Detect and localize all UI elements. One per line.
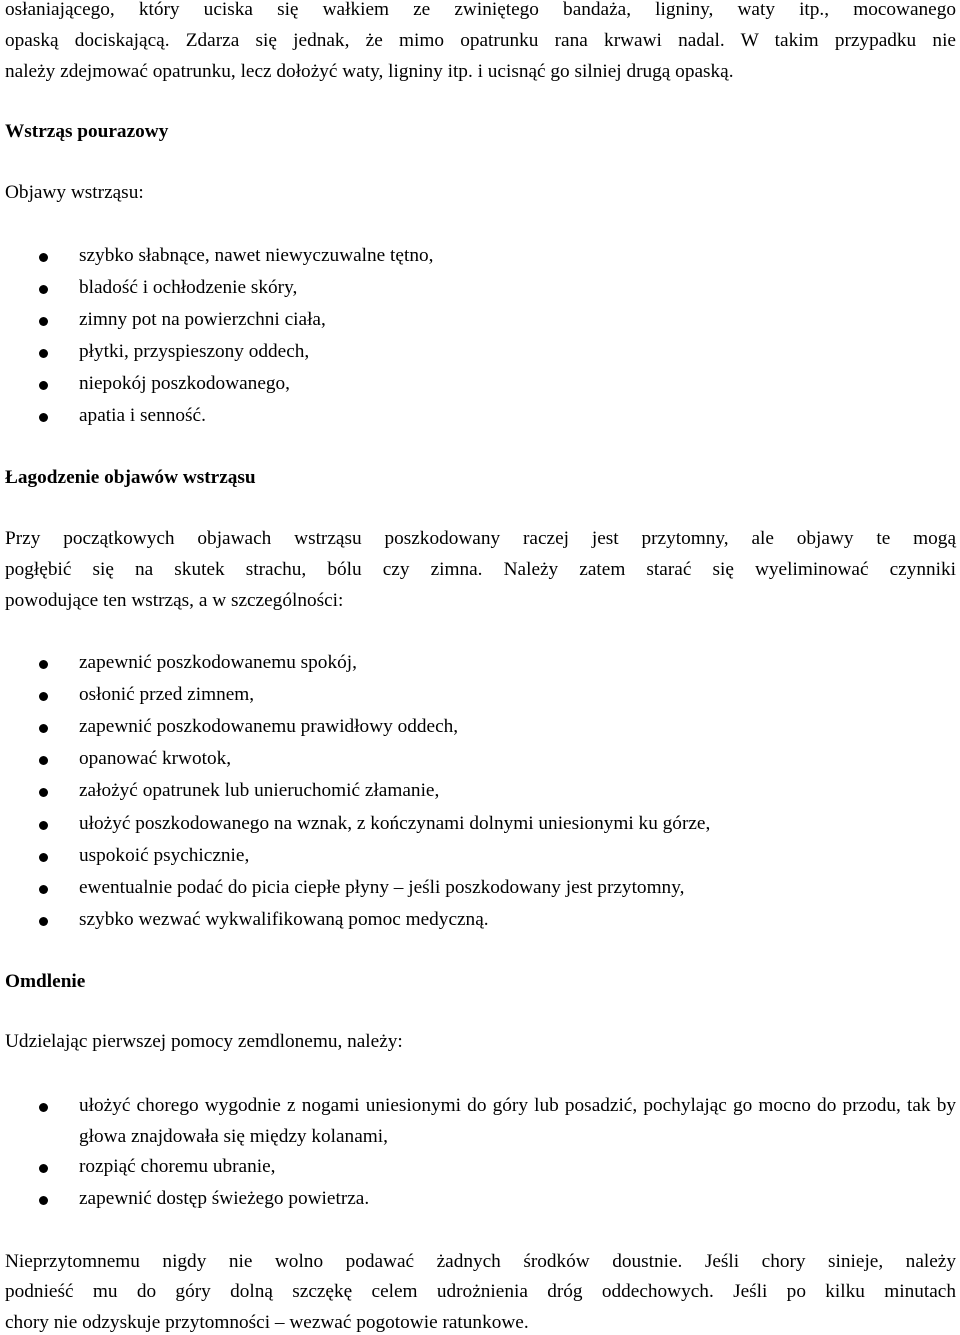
symptom-item: szybko słabnące, nawet niewyczuwalne tętno, — [79, 245, 434, 266]
bullet-icon — [39, 885, 48, 894]
fainting-action-item: rozpiąć choremu ubranie, — [79, 1156, 276, 1177]
shock-heading: Wstrząs pourazowy — [5, 121, 169, 142]
fainting-action-item: ułożyć chorego wygodnie z nogami uniesionymi do góry lub posadzić, pochylając go mocno do przodu, tak by głowa znajdowała się między kolanami, — [79, 1095, 956, 1147]
closing-line-3: chory nie odzyskuje przytomności – wezwać pogotowie ratunkowe. — [5, 1312, 529, 1333]
bullet-icon — [39, 660, 48, 669]
symptom-item: niepokój poszkodowanego, — [79, 373, 290, 394]
bullet-icon — [39, 1164, 48, 1173]
relief-action-item: zapewnić poszkodowanemu spokój, — [79, 652, 357, 673]
relief-paragraph-line-1: Przy początkowych objawach wstrząsu poszkodowany raczej jest przytomny, ale objawy te mogą — [5, 528, 956, 549]
symptom-item: apatia i senność. — [79, 405, 206, 426]
relief-action-item: opanować krwotok, — [79, 748, 232, 769]
bullet-icon — [39, 285, 48, 294]
symptoms-label: Objawy wstrząsu: — [5, 182, 144, 203]
bullet-icon — [39, 788, 48, 797]
bullet-icon — [39, 917, 48, 926]
bullet-icon — [39, 381, 48, 390]
intro-line-3: należy zdejmować opatrunku, lecz dołożyć waty, ligniny itp. i ucisnąć go silniej drugą opaską. — [5, 61, 734, 82]
closing-line-1: Nieprzytomnemu nigdy nie wolno podawać żadnych środków doustnie. Jeśli chory sinieje, należy — [5, 1251, 956, 1272]
bullet-icon — [39, 853, 48, 862]
relief-action-item: założyć opatrunek lub unieruchomić złamanie, — [79, 780, 440, 801]
relief-action-item: uspokoić psychicznie, — [79, 845, 250, 866]
fainting-action-item: zapewnić dostęp świeżego powietrza. — [79, 1188, 370, 1209]
bullet-icon — [39, 692, 48, 701]
bullet-icon — [39, 253, 48, 262]
bullet-icon — [39, 317, 48, 326]
bullet-icon — [39, 756, 48, 765]
relief-heading: Łagodzenie objawów wstrząsu — [5, 467, 256, 488]
fainting-intro: Udzielając pierwszej pomocy zemdlonemu, należy: — [5, 1031, 403, 1052]
closing-line-2: podnieść mu do góry dolną szczękę celem udrożnienia dróg oddechowych. Jeśli po kilku minutach — [5, 1281, 956, 1302]
relief-action-item: zapewnić poszkodowanemu prawidłowy oddech, — [79, 716, 459, 737]
symptom-item: zimny pot na powierzchni ciała, — [79, 309, 326, 330]
relief-paragraph-line-3: powodujące ten wstrząs, a w szczególności: — [5, 590, 344, 611]
relief-action-item: szybko wezwać wykwalifikowaną pomoc medyczną. — [79, 909, 489, 930]
bullet-icon — [39, 413, 48, 422]
symptom-item: bladość i ochłodzenie skóry, — [79, 277, 298, 298]
relief-paragraph-line-2: pogłębić się na skutek strachu, bólu czy zimna. Należy zatem starać się wyeliminować czynniki — [5, 559, 956, 580]
relief-action-item: ewentualnie podać do picia ciepłe płyny – jeśli poszkodowany jest przytomny, — [79, 877, 685, 898]
bullet-icon — [39, 1103, 48, 1112]
relief-action-item: ułożyć poszkodowanego na wznak, z kończynami dolnymi uniesionymi ku górze, — [79, 813, 711, 834]
bullet-icon — [39, 821, 48, 830]
bullet-icon — [39, 349, 48, 358]
fainting-heading: Omdlenie — [5, 971, 86, 992]
symptom-item: płytki, przyspieszony oddech, — [79, 341, 310, 362]
intro-line-1: osłaniającego, który uciska się wałkiem ze zwiniętego bandaża, ligniny, waty itp., mocowanego — [5, 0, 956, 20]
bullet-icon — [39, 724, 48, 733]
intro-line-2: opaską dociskającą. Zdarza się jednak, że mimo opatrunku rana krwawi nadal. W takim przypadku nie — [5, 30, 956, 51]
relief-action-item: osłonić przed zimnem, — [79, 684, 255, 705]
bullet-icon — [39, 1196, 48, 1205]
